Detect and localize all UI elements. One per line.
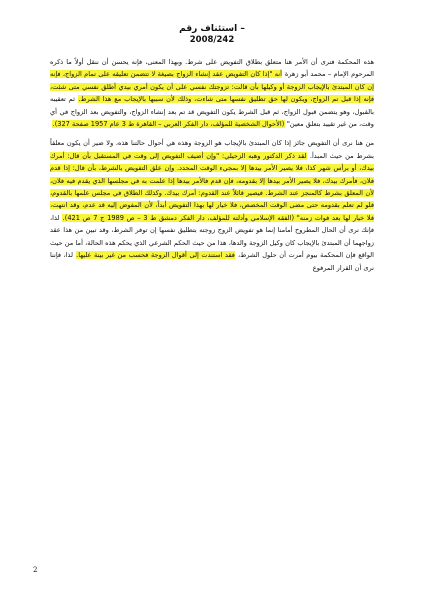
highlighted-text: (الأحوال الشخصية للمؤلف، دار الفكر العربي – القاهرة ط 3 عام 1957 صفحة 327).	[52, 120, 285, 129]
text-segment: من هنا نرى أن التفويض جائز إذا كان المبتدئ بالإيجاب هو الزوجة وهذه هي أحوال حالتنا هذه، ولا ضير أن يكون معلقاً بشرط من حيث المبدأ.	[50, 139, 374, 160]
paragraph	[50, 56, 374, 130]
document-header	[60, 24, 364, 45]
highlighted-text: أنه "إذا كان التفويض عقد إنشاء الزواج بصيغة لا تتضمن تعليقه على تمام الزواج، فإنه إن كان المبتدئ بالإيجاب الزوجة أو وكيلها بأن قالت: تزوجتك نفسي على أن يكون أمري بيدي أطلق نفسي متى شئت، فإنه إذا قبل تم الزواج، ويكون لها حق تطليق نفسها متى شاءت، وذلك لأن سببها بالإيجاب مع هذا الشرط.	[50, 70, 375, 104]
document-body	[50, 56, 374, 274]
text-segment: هذه المحكمة فترى أن الأمر هنا متعلق بطلاق التفويض على شرط. وبهذا المعنى، فإنه يحسن أن ننقل أولاً ما ذكره المرحوم الإمام – محمد أبو زهرة	[50, 58, 374, 79]
page-number: 2	[33, 566, 38, 574]
appeal-title: استئناف رقم –	[179, 24, 245, 34]
paragraph	[50, 137, 374, 273]
highlighted-text: لقد ذكر الدكتور وهبه الزحيلي: "وإن أضيف التفويض إلى وقت في المستقبل بأن قال: أمرك بيدك، أو برأس شهر كذا، فلا يصير الأمر بيدها إلا بمجيء الوقت المحدد. وإن علق التفويض بالشرط، بأن قال: إذا قدم فلان، فأمرك بيدك، فلا يصير الأمر بيدها إلا بقدومه، فإن قدم فالأمر بيدها إذا علمت به في مجلسها الذي يقدم فيه فلان، لأن المعلق بشرط كالمنجز عند الشرط. فيصير قائلاً عند القدوم: أمرك بيدك. وكذلك الطلاق في مجلس علمها بالقدوم، فلو لم تعلم بقدومه حتى مضى الوقت المخصص، فلا خيار لها بهذا التفويض أبداً، لأن المفوض إليه قد عدم، وقد انتهت، فلا خيار لها بعد فوات زمنه" (الفقه الإسلامي وأدلته للمؤلف، دار الفكر دمشق ط 3 – ص 1989 ج 7 ص 421).	[50, 151, 374, 222]
text-segment: لذا، فإننا نرى أن القرار المرفوع	[50, 251, 374, 272]
highlighted-text: فقد استندت إلى أقوال الزوجة فحسب من غير بينة عليها.	[76, 251, 235, 260]
text-segment: ثم تعقيبه بالقبول، وهو يتضمن قبول الزواج، ثم قبل الشرط يكون التفويض قد تم بعد إنشاء الزواج، والتفويض بعد الزواج في أي وقت، من غير تقييد بتعلق معين"	[50, 95, 374, 129]
case-number: 2008/242	[189, 35, 235, 45]
text-segment: لذا، فإنك نرى أن الحال المطروح أمامنا إنما هو تفويض الزوج زوجته بتطليق نفسها إن توفر الشرط، وقد تبين من هذا عقد زواجهما أن المبتدئ بالإيجاب كان وكيل الزوجة والدها، هذا من حيث الحكم الشرعي الذي يحكم هذه الحالة، أما من حيث الواقع فإن المحكمة بيوم أمرت أن حلول الشرط،	[50, 213, 374, 260]
